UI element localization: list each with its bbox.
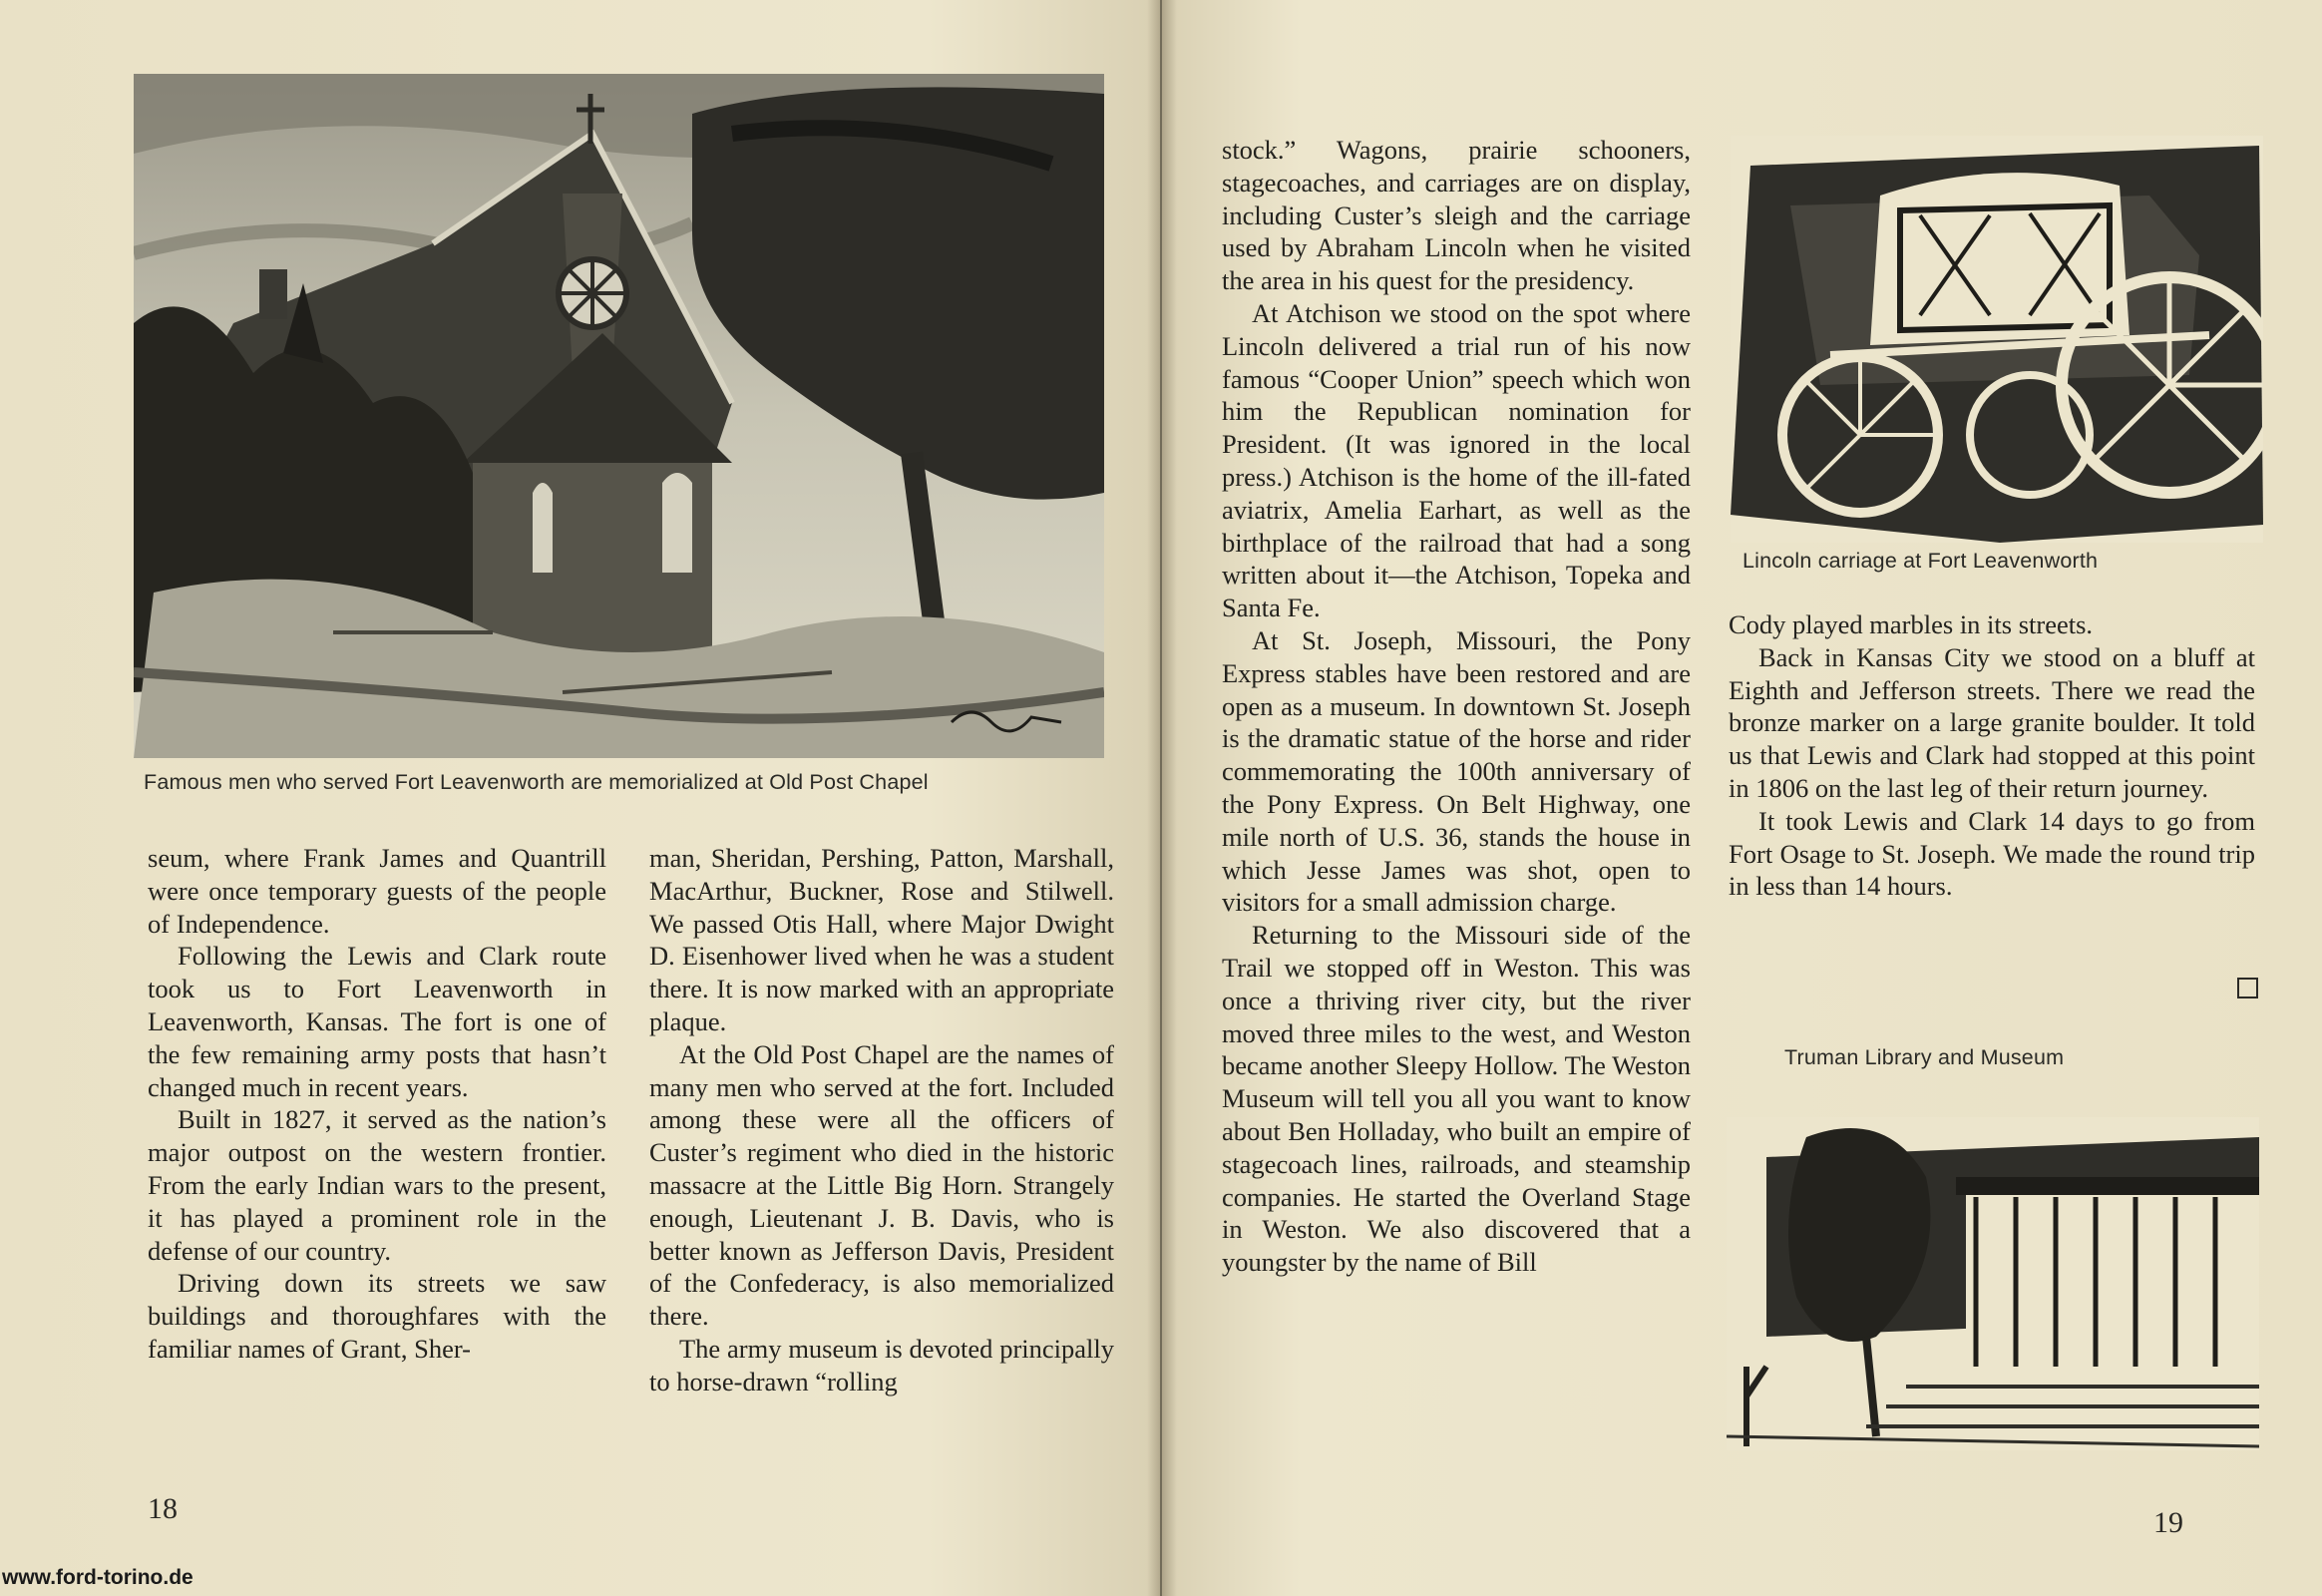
paragraph: It took Lewis and Clark 14 days to go from Fort Osage to St. Joseph. We made the round trip in less than 14 hours. <box>1729 805 2255 902</box>
paragraph: Back in Kansas City we stood on a bluff at Eighth and Jefferson streets. There we read the bronze marker on a large granite boulder. It told us that Lewis and Clark had stopped at this point in 1806 on the last leg of their return journey. <box>1729 641 2255 803</box>
right-column-1 <box>1222 134 1691 1279</box>
end-of-article-mark <box>2237 978 2258 998</box>
book-gutter <box>1147 0 1177 1596</box>
paragraph: At St. Joseph, Missouri, the Pony Express stables have been restored and are open as a museum. In downtown St. Joseph is the dramatic statue of the horse and rider commemorating the 100th anniversary of the Pony Express. On Belt Highway, one mile north of U.S. 36, stands the house in which Jesse James was shot, open to visitors for a small admission charge. <box>1222 624 1691 918</box>
library-illustration <box>1727 1117 2259 1450</box>
right-column-2 <box>1729 608 2255 903</box>
left-column-1 <box>148 842 606 1366</box>
library-caption: Truman Library and Museum <box>1784 1045 2065 1069</box>
chapel-caption: Famous men who served Fort Leavenworth are memorialized at Old Post Chapel <box>144 770 929 794</box>
paragraph: Driving down its streets we saw buildings and thoroughfares with the familiar names of Grant, Sher- <box>148 1268 606 1364</box>
paragraph: man, Sheridan, Pershing, Patton, Marshall, MacArthur, Buckner, Rose and Stilwell. We passed Otis Hall, where Major Dwight D. Eisenhower lived when he was a student there. It is now marked with an appropriate plaque. <box>649 843 1114 1036</box>
paragraph: The army museum is devoted principally to horse-drawn “rolling <box>649 1333 1114 1396</box>
paragraph: seum, where Frank James and Quantrill were once temporary guests of the people of Independence. <box>148 843 606 939</box>
carriage-illustration <box>1731 136 2263 543</box>
paragraph: Returning to the Missouri side of the Trail we stopped off in Weston. This was once a thriving river city, but the river moved three miles to the west, and Weston became another Sleepy Hollow. The Weston Museum will tell you all you want to know about Ben Holladay, who built an empire of stagecoach lines, railroads, and steamship companies. He started the Overland Stage in Weston. We also discovered that a youngster by the name of Bill <box>1222 920 1691 1278</box>
carriage-caption: Lincoln carriage at Fort Leavenworth <box>1742 549 2099 573</box>
left-page <box>0 0 1160 1596</box>
right-page <box>1162 0 2322 1596</box>
paragraph: Following the Lewis and Clark route took us to Fort Leavenworth in Leavenworth, Kansas. The fort is one of the few remaining army posts that hasn’t changed much in recent years. <box>148 941 606 1102</box>
paragraph: Built in 1827, it served as the nation’s major outpost on the western frontier. From the early Indian wars to the present, it has played a prominent role in the defense of our country. <box>148 1104 606 1266</box>
paragraph: At the Old Post Chapel are the names of many men who served at the fort. Included among these were all the officers of Custer’s regiment who died in the historic massacre at the Little Big Horn. Strangely enough, Lieutenant J. B. Davis, who is better known as Jefferson Davis, President of the Confederacy, is also memorialized there. <box>649 1038 1114 1332</box>
paragraph: At Atchison we stood on the spot where Lincoln delivered a trial run of his now famous “Cooper Union” speech which won him the Republican nomination for President. (It was ignored in the local press.) Atchison is the home of the ill-fated aviatrix, Amelia Earhart, as well as the birthplace of the railroad that had a song written about it—the Atchison, Topeka and Santa Fe. <box>1222 297 1691 623</box>
paragraph: stock.” Wagons, prairie schooners, stagecoaches, and carriages are on display, including Custer’s sleigh and the carriage used by Abraham Lincoln when he visited the area in his quest for the presidency. <box>1222 135 1691 296</box>
page-number: 18 <box>148 1492 178 1525</box>
paragraph: Cody played marbles in its streets. <box>1729 609 2094 639</box>
chapel-illustration <box>134 74 1104 758</box>
watermark: www.ford-torino.de <box>2 1566 194 1589</box>
left-column-2 <box>649 842 1114 1398</box>
page-number: 19 <box>2153 1506 2183 1539</box>
